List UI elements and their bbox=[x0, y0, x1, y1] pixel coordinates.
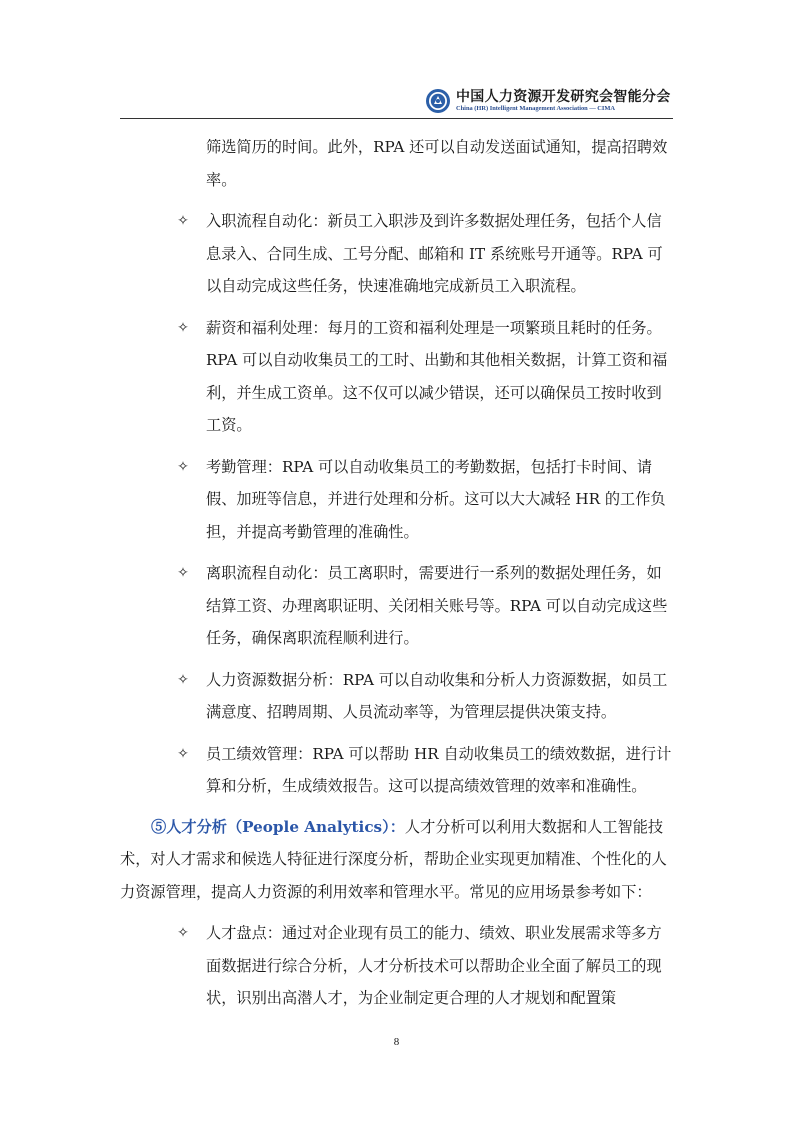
document-body bbox=[120, 131, 675, 1015]
page-number: 8 bbox=[393, 1036, 400, 1048]
continuation-text: 筛选简历的时间。此外，RPA 还可以自动发送面试通知，提高招聘效率。 bbox=[206, 138, 668, 189]
section-paragraph bbox=[120, 811, 675, 909]
list-item bbox=[120, 557, 675, 655]
diamond-bullet-icon: ✧ bbox=[177, 213, 189, 229]
section-heading: ⑤人才分析（People Analytics）： bbox=[151, 817, 405, 836]
diamond-bullet-icon: ✧ bbox=[177, 565, 189, 581]
diamond-bullet-icon: ✧ bbox=[177, 671, 189, 688]
section-text: 人才分析可以利用大数据和人工智能技术，对人才需求和候选人特征进行深度分析，帮助企业实现更加精准、个性化的人力资源管理，提高人力资源的利用效率和管理水平。常见的应用场景参考如下： bbox=[120, 817, 667, 901]
org-subtitle: China (HR) Intelligent Management Association — CIMA bbox=[456, 105, 616, 112]
list-item-text: 人力资源数据分析：RPA 可以自动收集和分析人力资源数据，如员工满意度、招聘周期、人员流动率等，为管理层提供决策支持。 bbox=[206, 670, 668, 721]
header-divider bbox=[120, 118, 673, 119]
list-item-text: 人才盘点：通过对企业现有员工的能力、绩效、职业发展需求等多方面数据进行综合分析，人才分析技术可以帮助企业全面了解员工的现状，识别出高潜人才，为企业制定更合理的人才规划和配置策 bbox=[206, 924, 662, 1007]
list-item-text: 入职流程自动化：新员工入职涉及到许多数据处理任务，包括个人信息录入、合同生成、工号分配、邮箱和 IT 系统账号开通等。RPA 可以自动完成这些任务，快速准确地完成新员工入职流程。 bbox=[206, 212, 663, 295]
list-item-text: 员工绩效管理：RPA 可以帮助 HR 自动收集员工的绩效数据，进行计算和分析，生成绩效报告。这可以提高绩效管理的效率和准确性。 bbox=[206, 744, 672, 795]
list-item-text: 考勤管理：RPA 可以自动收集员工的考勤数据，包括打卡时间、请假、加班等信息，并进行处理和分析。这可以大大减轻 HR 的工作负担，并提高考勤管理的准确性。 bbox=[206, 457, 666, 541]
page-header bbox=[120, 80, 673, 118]
org-name: 中国人力资源开发研究会智能分会 bbox=[456, 89, 671, 105]
list-item bbox=[120, 312, 675, 442]
list-item bbox=[120, 664, 675, 729]
diamond-bullet-icon: ✧ bbox=[177, 925, 189, 941]
cima-logo-icon bbox=[425, 88, 451, 114]
list-item-text: 薪资和福利处理：每月的工资和福利处理是一项繁琐且耗时的任务。RPA 可以自动收集员工的工时、出勤和其他相关数据，计算工资和福利，并生成工资单。这不仅可以减少错误，还可以确保员工按时收到工资。 bbox=[206, 318, 668, 434]
diamond-bullet-icon: ✧ bbox=[177, 319, 189, 336]
list-item bbox=[120, 205, 675, 303]
diamond-bullet-icon: ✧ bbox=[177, 745, 189, 762]
list-item-text: 离职流程自动化：员工离职时，需要进行一系列的数据处理任务，如结算工资、办理离职证明、关闭相关账号等。RPA 可以自动完成这些任务，确保离职流程顺利进行。 bbox=[206, 564, 668, 647]
list-item bbox=[120, 451, 675, 549]
list-item bbox=[120, 738, 675, 803]
diamond-bullet-icon: ✧ bbox=[177, 458, 189, 475]
list-item bbox=[120, 917, 675, 1015]
